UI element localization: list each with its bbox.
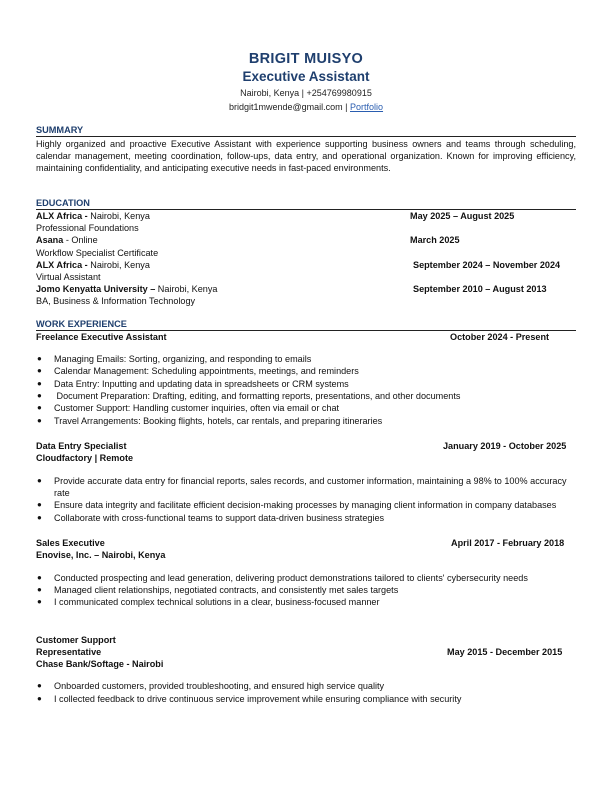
list-item — [36, 596, 576, 608]
bullet-text: I communicated complex technical solutions in a clear, business-focused manner — [54, 597, 380, 608]
bullet-icon: ● — [37, 512, 42, 522]
list-item — [36, 365, 576, 377]
list-item — [36, 378, 576, 390]
education-school: Jomo Kenyatta University – — [36, 284, 156, 295]
job-role: Customer Support — [36, 634, 116, 645]
education-detail: Professional Foundations — [36, 223, 139, 234]
list-item — [36, 512, 576, 524]
job-date: January 2019 - October 2025 — [443, 441, 567, 452]
education-date: March 2025 — [410, 235, 460, 246]
bullet-icon: ● — [37, 475, 42, 485]
summary-heading: SUMMARY — [36, 124, 576, 137]
education-date: September 2024 – November 2024 — [413, 259, 561, 270]
list-item — [36, 475, 576, 500]
job-bullets — [36, 680, 576, 705]
bullet-icon: ● — [37, 693, 42, 703]
bullet-text: Data Entry: Inputting and updating data in spreadsheets or CRM systems — [54, 378, 349, 389]
job-role: Sales Executive — [36, 538, 105, 549]
job-header — [36, 440, 576, 452]
job-bullets — [36, 572, 576, 609]
bullet-text: Customer Support: Handling customer inquiries, often via email or chat — [54, 403, 340, 414]
list-item — [36, 499, 576, 511]
bullet-icon: ● — [37, 597, 42, 607]
bullet-icon: ● — [37, 366, 42, 376]
bullet-text: Ensure data integrity and facilitate efficient decision-making processes by managing client information in company databases — [54, 500, 557, 511]
bullet-text: Travel Arrangements: Booking flights, hotels, car rentals, and preparing itineraries — [54, 415, 383, 426]
resume-header — [36, 50, 576, 114]
bullet-icon: ● — [37, 403, 42, 413]
job-bullets — [36, 475, 576, 525]
bullet-text: Managed client relationships, negotiated contracts, and consistently met sales targets — [54, 584, 399, 595]
list-item — [36, 680, 576, 692]
education-school: ALX Africa - — [36, 259, 88, 270]
education-detail: BA, Business & Information Technology — [36, 296, 196, 307]
education-place: - Online — [63, 235, 98, 246]
candidate-name: BRIGIT MUISYO — [248, 51, 364, 67]
job-company: Chase Bank/Softage - Nairobi — [36, 659, 164, 670]
bullet-icon: ● — [37, 378, 42, 388]
job-date: May 2015 - December 2015 — [447, 646, 563, 657]
bullet-text: Document Preparation: Drafting, editing, and formatting reports, presentations, and other documents — [54, 390, 461, 401]
list-item — [36, 415, 576, 427]
education-place: Nairobi, Kenya — [87, 211, 150, 221]
job-role: Data Entry Specialist — [36, 441, 127, 452]
email-text: bridgit1mwende@gmail.com — [228, 102, 343, 112]
list-item — [36, 402, 576, 414]
job-header — [36, 331, 576, 343]
job-company: Enovise, Inc. – Nairobi, Kenya — [36, 550, 166, 561]
contact-line-location: Nairobi, Kenya | +254769980915 — [240, 88, 372, 98]
bullet-text: Provide accurate data entry for financial reports, sales records, and customer information, maintaining a 98% to 100% accuracy rate — [54, 475, 567, 498]
education-detail: Workflow Specialist Certificate — [36, 247, 159, 258]
list-item — [36, 572, 576, 584]
bullet-text: Collaborate with cross-functional teams to support data-driven business strategies — [54, 512, 385, 523]
list-item — [36, 584, 576, 596]
education-school: Asana — [36, 235, 64, 246]
job-header — [36, 646, 576, 658]
education-row — [36, 283, 576, 295]
education-school: ALX Africa - — [36, 211, 88, 221]
education-date: May 2025 – August 2025 — [410, 211, 515, 221]
bullet-icon: ● — [37, 415, 42, 425]
contact-line-email — [36, 100, 576, 114]
experience-heading: WORK EXPERIENCE — [36, 318, 576, 331]
bullet-icon: ● — [37, 572, 42, 582]
bullet-icon: ● — [37, 390, 42, 400]
bullet-icon: ● — [37, 353, 42, 363]
education-place: Nairobi, Kenya — [155, 284, 218, 295]
job-role-continued: Representative — [36, 646, 102, 657]
resume-page — [36, 50, 576, 705]
education-row — [36, 234, 576, 246]
list-item — [36, 390, 576, 402]
education-place: Nairobi, Kenya — [87, 259, 150, 270]
education-date: September 2010 – August 2013 — [413, 284, 547, 295]
portfolio-link[interactable]: Portfolio — [350, 102, 384, 112]
education-detail: Virtual Assistant — [36, 271, 101, 282]
bullet-text: Conducted prospecting and lead generation, delivering product demonstrations tailored to clients' cybersecurity needs — [54, 572, 528, 583]
job-header — [36, 537, 576, 549]
education-row — [36, 259, 576, 271]
job-role: Freelance Executive Assistant — [36, 331, 167, 342]
list-item — [36, 353, 576, 365]
list-item — [36, 693, 576, 705]
education-row — [36, 210, 576, 222]
candidate-title: Executive Assistant — [242, 69, 370, 84]
bullet-icon: ● — [37, 681, 42, 691]
bullet-text: Calendar Management: Scheduling appointments, meetings, and reminders — [54, 366, 359, 377]
bullet-icon: ● — [37, 584, 42, 594]
education-heading: EDUCATION — [36, 197, 576, 210]
summary-text: Highly organized and proactive Executive Assistant with experience supporting business owners and teams through scheduling, calendar management, meeting coordination, follow-ups, data entry, and operational organization. Known for improving efficiency, maintaining confidentiality, and anticipating executive needs in fast-paced environments. — [36, 139, 576, 173]
bullet-text: I collected feedback to drive continuous service improvement while ensuring compliance with security — [54, 693, 462, 704]
bullet-icon: ● — [37, 500, 42, 510]
contact-separator: | — [342, 102, 350, 112]
job-company: Cloudfactory | Remote — [36, 453, 134, 464]
job-date: April 2017 - February 2018 — [451, 538, 565, 549]
bullet-text: Onboarded customers, provided troubleshooting, and ensured high service quality — [54, 681, 385, 692]
job-date: October 2024 - Present — [450, 331, 550, 342]
bullet-text: Managing Emails: Sorting, organizing, and responding to emails — [54, 353, 312, 364]
job-bullets — [36, 353, 576, 427]
